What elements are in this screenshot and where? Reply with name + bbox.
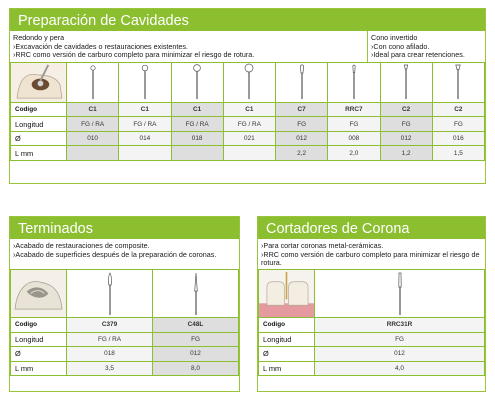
cell-diameter: 021	[223, 131, 275, 146]
cell-diameter: 008	[328, 131, 380, 146]
row-label: Codigo	[259, 318, 315, 333]
cell-diameter: 012	[276, 131, 328, 146]
tooth-finishing-image	[11, 270, 66, 317]
row-label: Ø	[259, 347, 315, 362]
terminados-description	[10, 239, 239, 269]
cell-code: C379	[67, 318, 153, 333]
code-row	[259, 318, 485, 333]
desc-line: ›Para cortar coronas metal-cerámicas.	[261, 241, 384, 250]
bur-inverted-cone-icon	[432, 62, 484, 102]
illustration-row	[259, 270, 485, 318]
code-row	[11, 102, 485, 117]
cell-length: FG	[153, 332, 239, 347]
bur-round-icon	[119, 62, 171, 102]
cell-code: C48L	[153, 318, 239, 333]
desc-line: ›Acabado de restauraciones de composite.	[13, 241, 150, 250]
row-label: Longitud	[11, 117, 67, 132]
illustration-row	[11, 270, 239, 318]
cell-lmm: 1,2	[380, 146, 432, 161]
cell-lmm	[119, 146, 171, 161]
cortadores-panel	[257, 216, 486, 392]
cell-code: C1	[171, 102, 223, 117]
cavidades-panel	[9, 8, 486, 184]
cell-lmm	[67, 146, 119, 161]
cell-code: C2	[380, 102, 432, 117]
tooth-excavation-image	[11, 63, 66, 102]
row-label: Codigo	[11, 318, 67, 333]
desc-line: ›Ideal para crear retenciones.	[371, 50, 465, 60]
terminados-panel	[9, 216, 240, 392]
cell-lmm: 2,2	[276, 146, 328, 161]
bur-round-icon	[223, 62, 275, 102]
cortadores-photo	[259, 270, 315, 318]
cell-length: FG / RA	[171, 117, 223, 132]
cell-code: C1	[67, 102, 119, 117]
cell-diameter: 014	[119, 131, 171, 146]
illustration-row	[11, 62, 485, 102]
bur-round-icon	[171, 62, 223, 102]
row-label: L mm	[259, 361, 315, 376]
bur-pear-icon	[328, 62, 380, 102]
bur-crown-cutter-icon	[315, 270, 485, 318]
lmm-row	[259, 361, 485, 376]
cell-length: FG / RA	[67, 117, 119, 132]
desc-line: Cono invertido	[371, 33, 418, 42]
cell-length: FG / RA	[223, 117, 275, 132]
cell-lmm: 8,0	[153, 361, 239, 376]
desc-line: ›Con cono afilado.	[371, 41, 430, 51]
row-label: Ø	[11, 347, 67, 362]
cell-code: C7	[276, 102, 328, 117]
cell-lmm	[223, 146, 275, 161]
cell-lmm: 4,0	[315, 361, 485, 376]
cell-code: C1	[223, 102, 275, 117]
diameter-row	[259, 347, 485, 362]
terminados-title: Terminados	[10, 217, 239, 239]
cortadores-table	[258, 269, 485, 376]
terminados-table	[10, 269, 239, 376]
row-label: Longitud	[259, 332, 315, 347]
row-label: L mm	[11, 361, 67, 376]
cell-diameter: 012	[315, 347, 485, 362]
row-label: L mm	[11, 146, 67, 161]
row-label: Codigo	[11, 102, 67, 117]
length-row	[259, 332, 485, 347]
desc-line: ›RRC como versión de carburo completo para minimizar el riesgo de rotura.	[261, 249, 480, 268]
bur-round-icon	[67, 62, 119, 102]
cell-diameter: 018	[67, 347, 153, 362]
cavidades-description	[10, 31, 485, 62]
cell-code: C2	[432, 102, 484, 117]
cortadores-title: Cortadores de Corona	[258, 217, 485, 239]
cavidades-left-desc	[10, 31, 368, 62]
cavidades-title: Preparación de Cavidades	[10, 9, 485, 31]
bur-inverted-cone-icon	[380, 62, 432, 102]
lmm-row	[11, 361, 239, 376]
cell-length: FG	[315, 332, 485, 347]
cell-length: FG	[276, 117, 328, 132]
cell-diameter: 012	[380, 131, 432, 146]
cell-length: FG	[328, 117, 380, 132]
cavidades-right-desc	[368, 31, 485, 62]
row-label: Ø	[11, 131, 67, 146]
bur-pear-icon	[276, 62, 328, 102]
row-label: Longitud	[11, 332, 67, 347]
cell-length: FG	[380, 117, 432, 132]
bur-needle-icon	[153, 270, 239, 318]
cell-lmm: 1,5	[432, 146, 484, 161]
cell-diameter: 018	[171, 131, 223, 146]
cell-lmm: 3,5	[67, 361, 153, 376]
lmm-row	[11, 146, 485, 161]
length-row	[11, 117, 485, 132]
cell-length: FG / RA	[67, 332, 153, 347]
cell-code: RRC31R	[315, 318, 485, 333]
crown-cutting-image	[259, 270, 314, 317]
terminados-photo	[11, 270, 67, 318]
cortadores-description	[258, 239, 485, 269]
cell-lmm	[171, 146, 223, 161]
desc-line: ›Acabado de superficies después de la preparación de coronas.	[13, 249, 217, 259]
length-row	[11, 332, 239, 347]
bur-flame-icon	[67, 270, 153, 318]
cell-length: FG	[432, 117, 484, 132]
cell-diameter: 010	[67, 131, 119, 146]
diameter-row	[11, 131, 485, 146]
desc-line: ›Excavación de cavidades o restauraciones existentes.	[13, 41, 188, 51]
desc-line: Redondo y pera	[13, 33, 65, 42]
cell-code: C1	[119, 102, 171, 117]
cavity-photo	[11, 62, 67, 102]
desc-line: ›RRC como versión de carburo completo para minimizar el riesgo de rotura.	[13, 50, 255, 60]
code-row	[11, 318, 239, 333]
cell-code: RRC7	[328, 102, 380, 117]
diameter-row	[11, 347, 239, 362]
cell-diameter: 016	[432, 131, 484, 146]
cavidades-table	[10, 62, 485, 161]
cell-length: FG / RA	[119, 117, 171, 132]
cell-lmm: 2,0	[328, 146, 380, 161]
cell-diameter: 012	[153, 347, 239, 362]
